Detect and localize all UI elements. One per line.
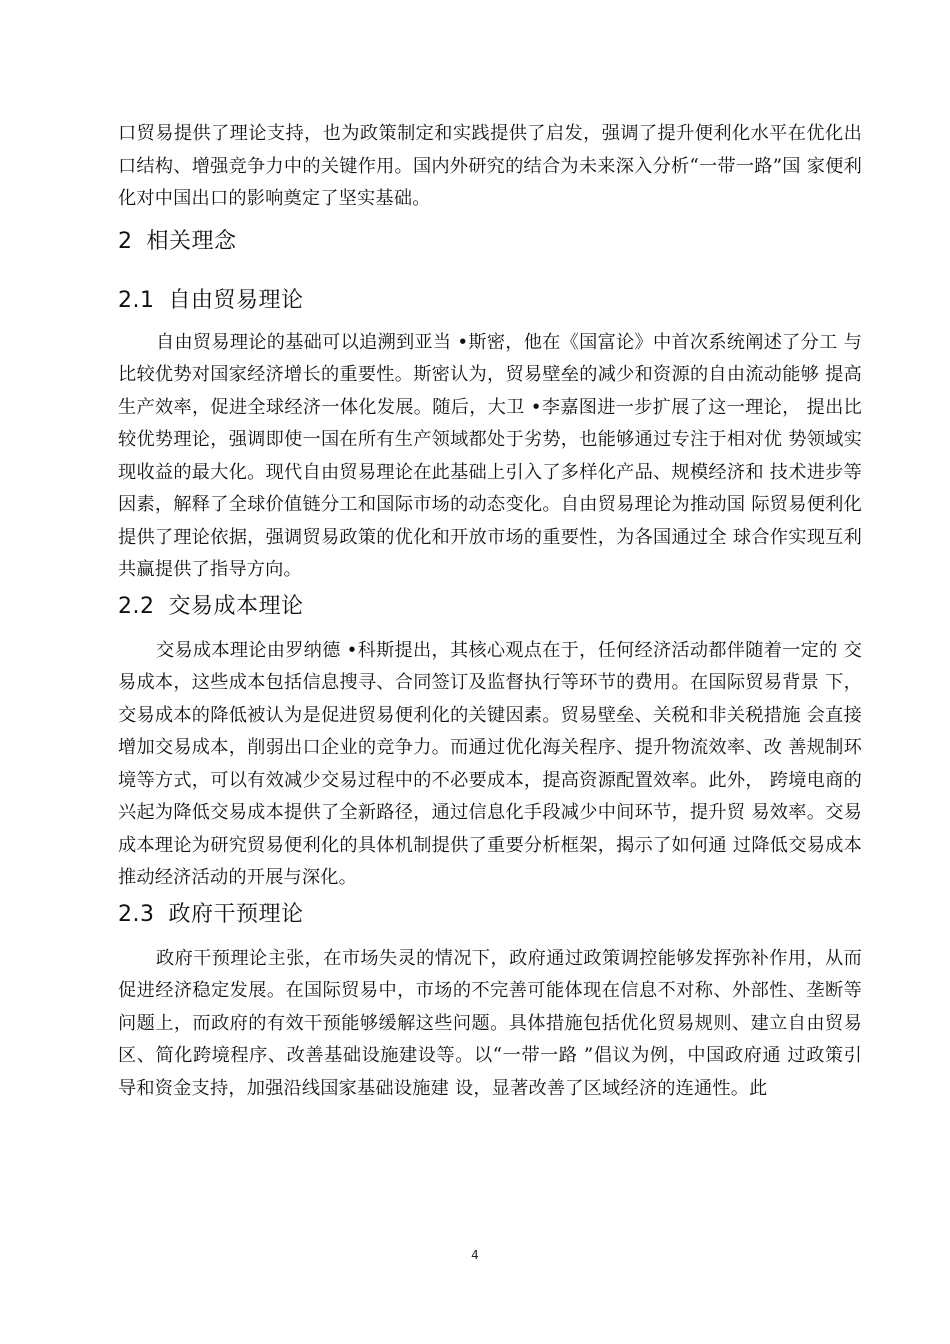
paragraph-free-trade-theory: 自由贸易理论的基础可以追溯到亚当 •斯密，他在《国富论》中首次系统阐述了分工 与比较优势对国家经济增长的重要性。斯密认为，贸易壁垒的减少和资源的自由流动能够 提高生产效率，促进全球经济一体化发展。随后，大卫 •李嘉图进一步扩展了这一理论， 提出比较优势理论，强调即使一国在所有生产领域都处于劣势，也能够通过专注于相对优 势领域实现收益的最大化。现代自由贸易理论在此基础上引入了多样化产品、规模经济和 技术进步等因素，解释了全球价值链分工和国际市场的动态变化。自由贸易理论为推动国 际贸易便利化提供了理论依据，强调贸易政策的优化和开放市场的重要性，为各国通过全 球合作实现互利共赢提供了指导方向。 (118, 331, 862, 580)
paragraph-government-intervention-theory: 政府干预理论主张，在市场失灵的情况下，政府通过政策调控能够发挥弥补作用，从而促进经济稳定发展。在国际贸易中，市场的不完善可能体现在信息不对称、外部性、垄断等问题上，而政府的有效干预能够缓解这些问题。具体措施包括优化贸易规则、建立自由贸易区、简化跨境程序、改善基础设施建设等。以“一带一路 ”倡议为例，中国政府通 过政策引导和资金支持，加强沿线国家基础设施建 设，显著改善了区域经济的连通性。此 (118, 947, 862, 1099)
section-heading-2-1 (118, 285, 862, 317)
section-heading-2 (118, 226, 862, 258)
section-heading-2-3 (118, 899, 862, 931)
section-title: 相关理念 (146, 228, 237, 254)
section-title: 交易成本理论 (168, 593, 304, 619)
intro-paragraph: 口贸易提供了理论支持，也为政策制定和实践提供了启发，强调了提升便利化水平在优化出口结构、增强竞争力中的关键作用。国内外研究的结合为未来深入分析“一带一路”国 家便利化对中国出口的影响奠定了坚实基础。 (118, 123, 862, 209)
section-number: 2.2 (118, 593, 155, 619)
section-number: 2.3 (118, 901, 155, 927)
paragraph-transaction-cost-theory: 交易成本理论由罗纳德 •科斯提出，其核心观点在于，任何经济活动都伴随着一定的 交易成本，这些成本包括信息搜寻、合同签订及监督执行等环节的费用。在国际贸易背景 下，交易成本的降低被认为是促进贸易便利化的关键因素。贸易壁垒、关税和非关税措施 会直接增加交易成本，削弱出口企业的竞争力。而通过优化海关程序、提升物流效率、改 善规制环境等方式，可以有效减少交易过程中的不必要成本，提高资源配置效率。此外， 跨境电商的兴起为降低交易成本提供了全新路径，通过信息化手段减少中间环节，提升贸 易效率。交易成本理论为研究贸易便利化的具体机制提供了重要分析框架，揭示了如何通 过降低交易成本推动经济活动的开展与深化。 (118, 639, 862, 888)
section-title: 自由贸易理论 (168, 287, 304, 313)
section-number: 2.1 (118, 287, 155, 313)
section-title: 政府干预理论 (168, 901, 304, 927)
section-heading-2-2 (118, 591, 862, 623)
page-number: 4 (471, 1248, 479, 1262)
section-number: 2 (118, 228, 133, 254)
page-content (118, 118, 862, 1105)
